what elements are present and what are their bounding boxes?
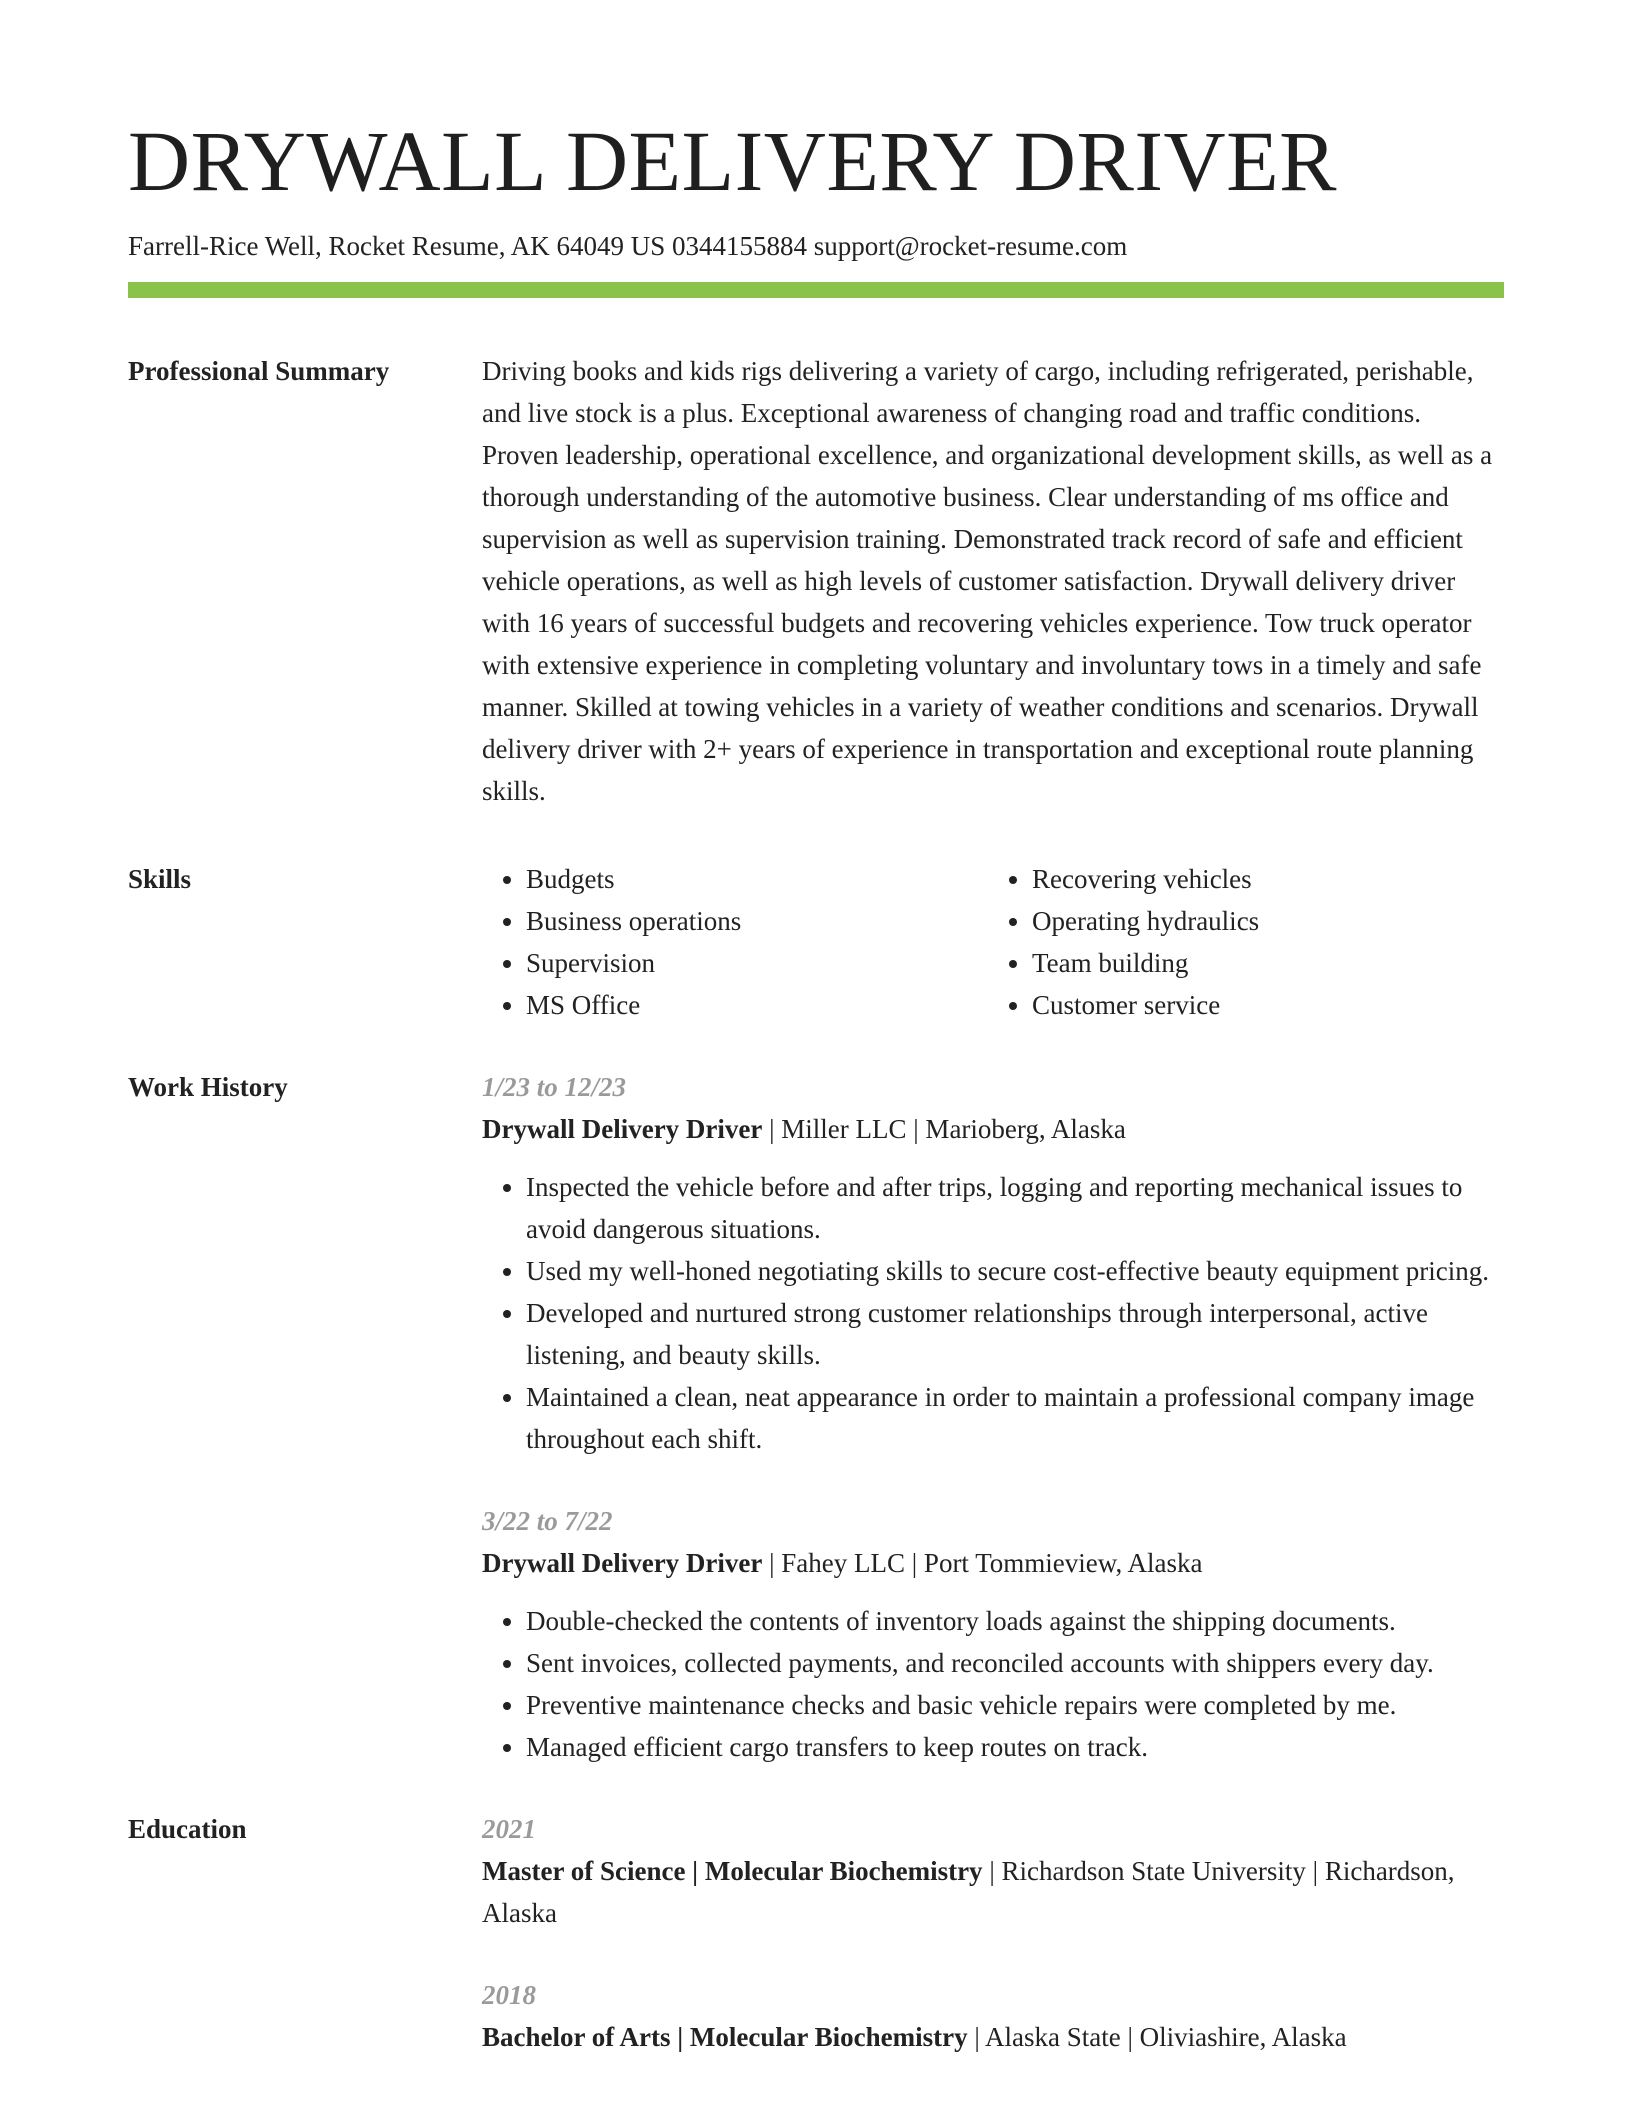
education-details: | Alaska State | Oliviashire, Alaska bbox=[967, 2022, 1347, 2053]
skill-item: • Business operations bbox=[526, 900, 988, 942]
job-bullet: • Developed and nurtured strong customer relationships through interpersonal, active listening, and beauty skills. bbox=[526, 1292, 1504, 1376]
work-history-section bbox=[128, 1066, 1504, 1768]
job-details: | Fahey LLC | Port Tommieview, Alaska bbox=[762, 1548, 1203, 1579]
section-label: Work History bbox=[128, 1072, 288, 1103]
summary-text: Driving books and kids rigs delivering a variety of cargo, including refrigerated, perishable, and live stock is a plus. Exceptional awareness of changing road and traffic conditions. Proven leadership, operational excellence, and organizational development skills, as well as a thorough understanding of the automotive business. Clear understanding of ms office and supervision as well as supervision training. Demonstrated track record of safe and efficient vehicle operations, as well as high levels of customer satisfaction. Drywall delivery driver with 16 years of successful budgets and recovering vehicles experience. Tow truck operator with extensive experience in completing voluntary and involuntary tows in a timely and safe manner. Skilled at towing vehicles in a variety of weather conditions and scenarios. Drywall delivery driver with 2+ years of experience in transportation and exceptional route planning skills. bbox=[482, 356, 1493, 807]
job-bullets bbox=[482, 1600, 1504, 1768]
resume-title: DRYWALL DELIVERY DRIVER bbox=[128, 113, 1338, 209]
skill-item: • Operating hydraulics bbox=[1032, 900, 1488, 942]
education-details: | Richardson State University | Richardson, Alaska bbox=[482, 1856, 1455, 1929]
skills-section bbox=[128, 858, 1504, 1026]
job-details: | Miller LLC | Marioberg, Alaska bbox=[762, 1114, 1126, 1145]
job-bullet: • Sent invoices, collected payments, and reconciled accounts with shippers every day. bbox=[526, 1642, 1504, 1684]
skills-list-right bbox=[988, 858, 1488, 1026]
contact-line: Farrell-Rice Well, Rocket Resume, AK 64049 US 0344155884 support@rocket-resume.com bbox=[128, 231, 1128, 261]
education-date: 2021 bbox=[482, 1814, 536, 1845]
skill-item: • Budgets bbox=[526, 858, 988, 900]
job-dates: 3/22 to 7/22 bbox=[482, 1506, 613, 1537]
skill-item: • Team building bbox=[1032, 942, 1488, 984]
job-entry bbox=[482, 1500, 1504, 1768]
education-body bbox=[482, 1808, 1504, 2058]
job-bullet: • Maintained a clean, neat appearance in order to maintain a professional company image throughout each shift. bbox=[526, 1376, 1504, 1460]
job-title: Drywall Delivery Driver bbox=[482, 1114, 763, 1145]
job-entry bbox=[482, 1066, 1504, 1460]
header-divider bbox=[128, 282, 1504, 298]
skills-body bbox=[482, 858, 1504, 1026]
education-entry bbox=[482, 1974, 1504, 2058]
section-label: Professional Summary bbox=[128, 356, 390, 387]
skill-item: • MS Office bbox=[526, 984, 988, 1026]
education-heading bbox=[482, 2016, 1504, 2058]
section-label: Education bbox=[128, 1814, 247, 1845]
summary-section bbox=[128, 350, 1504, 812]
job-heading bbox=[482, 1542, 1504, 1584]
job-dates: 1/23 to 12/23 bbox=[482, 1072, 627, 1103]
job-bullet: • Preventive maintenance checks and basic vehicle repairs were completed by me. bbox=[526, 1684, 1504, 1726]
job-bullet: • Inspected the vehicle before and after trips, logging and reporting mechanical issues to avoid dangerous situations. bbox=[526, 1166, 1504, 1250]
education-date: 2018 bbox=[482, 1980, 536, 2011]
job-bullet: • Double-checked the contents of inventory loads against the shipping documents. bbox=[526, 1600, 1504, 1642]
education-entry bbox=[482, 1808, 1504, 1934]
education-section bbox=[128, 1808, 1504, 2058]
skill-item: • Supervision bbox=[526, 942, 988, 984]
section-label: Skills bbox=[128, 864, 192, 895]
work-history-body bbox=[482, 1066, 1504, 1768]
job-heading bbox=[482, 1108, 1504, 1150]
skills-list-left bbox=[482, 858, 988, 1026]
job-bullet: • Used my well-honed negotiating skills to secure cost-effective beauty equipment pricing. bbox=[526, 1250, 1504, 1292]
education-heading bbox=[482, 1850, 1504, 1934]
job-title: Drywall Delivery Driver bbox=[482, 1548, 763, 1579]
job-bullets bbox=[482, 1166, 1504, 1460]
skill-item: • Recovering vehicles bbox=[1032, 858, 1488, 900]
job-bullet: • Managed efficient cargo transfers to keep routes on track. bbox=[526, 1726, 1504, 1768]
degree-title: Bachelor of Arts | Molecular Biochemistry bbox=[482, 2022, 968, 2053]
degree-title: Master of Science | Molecular Biochemistry bbox=[482, 1856, 983, 1887]
skill-item: • Customer service bbox=[1032, 984, 1488, 1026]
